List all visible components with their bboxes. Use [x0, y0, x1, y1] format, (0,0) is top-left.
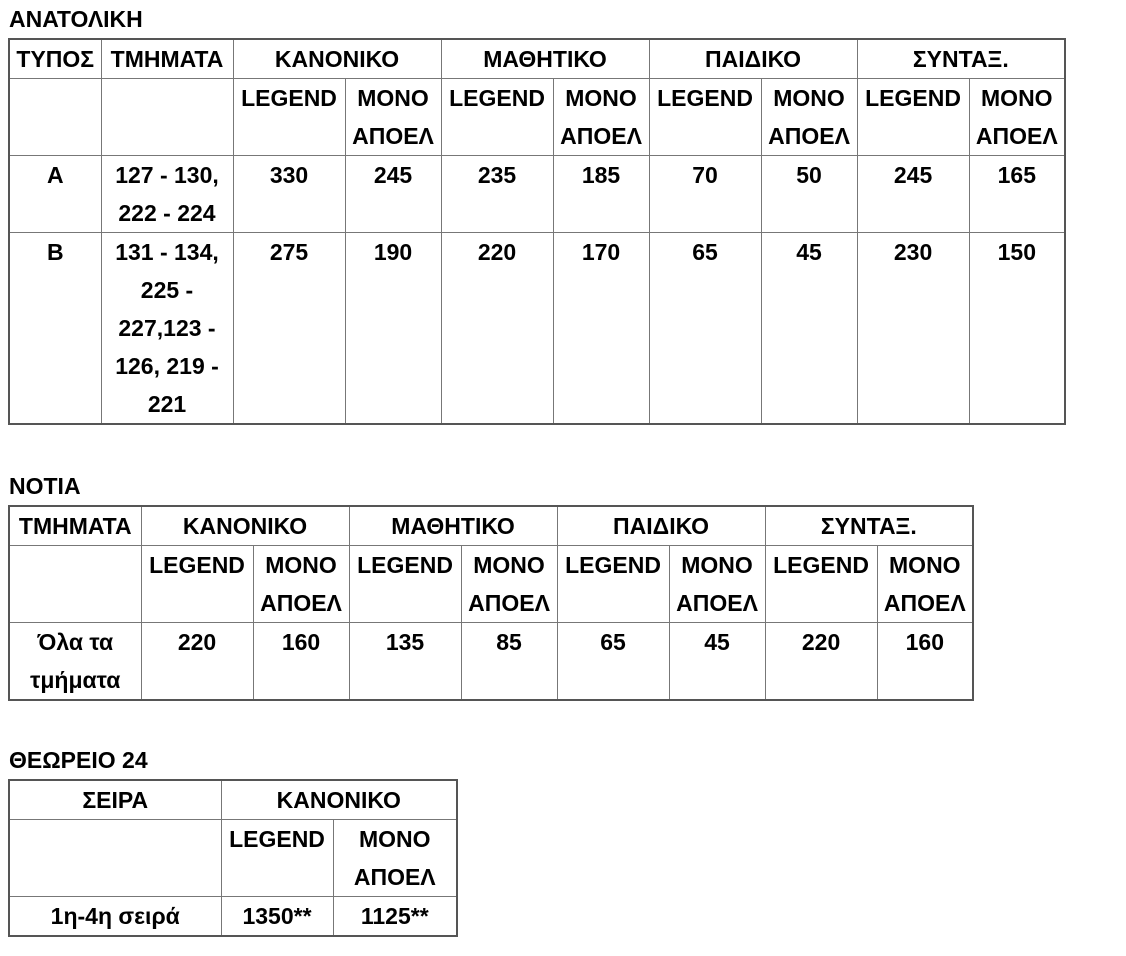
box24-group-header-row — [9, 780, 457, 820]
price-cell: 245 — [345, 156, 441, 233]
price-cell: 70 — [649, 156, 761, 233]
sub-mono-line-1: ΜΟΝΟ — [357, 85, 429, 111]
east-sub-legend: LEGEND — [649, 79, 761, 156]
price-cell: 245 — [857, 156, 969, 233]
box24-sub-legend: LEGEND — [221, 820, 333, 897]
section-line: 127 - 130, — [115, 162, 219, 188]
sub-mono-line-2: ΑΠΟΕΛ — [975, 123, 1058, 149]
price-cell: 235 — [441, 156, 553, 233]
box24-sub-mono-apoel — [333, 820, 457, 897]
south-sub-mono-apoel — [877, 546, 973, 623]
east-sub-empty-sections — [101, 79, 233, 156]
price-cell: 1125** — [333, 897, 457, 937]
price-cell: 330 — [233, 156, 345, 233]
price-cell: 220 — [441, 233, 553, 425]
price-cell: 190 — [345, 233, 441, 425]
section-line: τμήματα — [30, 667, 121, 693]
sub-mono-line-1: ΜΟΝΟ — [358, 826, 431, 852]
sub-mono-line-2: ΑΠΟΕΛ — [676, 590, 758, 616]
section-line: 131 - 134, — [115, 239, 219, 265]
south-sub-mono-apoel — [253, 546, 349, 623]
south-header-regular: ΚΑΝΟΝΙΚΟ — [141, 506, 349, 546]
east-sub-empty-type — [9, 79, 101, 156]
south-group-header-row — [9, 506, 973, 546]
east-header-child: ΠΑΙΔΙΚΟ — [649, 39, 857, 79]
price-cell: 85 — [461, 623, 557, 701]
row-type: Β — [9, 233, 101, 425]
east-title: ΑΝΑΤΟΛΙΚΗ — [9, 6, 143, 32]
price-cell: 220 — [141, 623, 253, 701]
east-sub-mono-apoel — [345, 79, 441, 156]
east-sub-mono-apoel — [969, 79, 1065, 156]
south-header-sections: ΤΜΗΜΑΤΑ — [9, 506, 141, 546]
south-header-child: ΠΑΙΔΙΚΟ — [557, 506, 765, 546]
price-cell: 50 — [761, 156, 857, 233]
table-row — [9, 156, 1065, 233]
east-header-regular: ΚΑΝΟΝΙΚΟ — [233, 39, 441, 79]
section-line: 227,123 - — [118, 315, 216, 341]
sub-mono-line-2: ΑΠΟΕΛ — [260, 590, 342, 616]
east-header-student: ΜΑΘΗΤΙΚΟ — [441, 39, 649, 79]
sub-mono-line-1: ΜΟΝΟ — [265, 552, 337, 578]
sub-mono-line-2: ΑΠΟΕΛ — [352, 123, 434, 149]
east-price-table — [8, 38, 1066, 425]
box24-price-table — [8, 779, 458, 937]
row-sections — [101, 156, 233, 233]
price-cell: 135 — [349, 623, 461, 701]
south-title: ΝΟΤΙΑ — [9, 473, 81, 499]
section-line: Όλα τα — [37, 629, 114, 655]
south-sub-mono-apoel — [669, 546, 765, 623]
east-sub-header-row — [9, 79, 1065, 156]
east-sub-legend: LEGEND — [857, 79, 969, 156]
east-header-type: ΤΥΠΟΣ — [9, 39, 101, 79]
east-sub-mono-apoel — [553, 79, 649, 156]
price-cell: 65 — [557, 623, 669, 701]
sub-mono-line-1: ΜΟΝΟ — [773, 85, 845, 111]
box24-title: ΘΕΩΡΕΙΟ 24 — [9, 747, 148, 773]
east-group-header-row — [9, 39, 1065, 79]
section-line: 225 - — [140, 277, 194, 303]
section-line: 126, 219 - — [115, 353, 219, 379]
row-type: Α — [9, 156, 101, 233]
south-header-pensioner: ΣΥΝΤΑΞ. — [765, 506, 973, 546]
section-line: 222 - 224 — [118, 200, 216, 226]
sub-mono-line-2: ΑΠΟΕΛ — [353, 864, 436, 890]
table-row — [9, 897, 457, 937]
box24-header-regular: ΚΑΝΟΝΙΚΟ — [221, 780, 457, 820]
south-sub-header-row — [9, 546, 973, 623]
south-sub-legend: LEGEND — [349, 546, 461, 623]
row-label: 1η-4η σειρά — [9, 897, 221, 937]
price-cell: 230 — [857, 233, 969, 425]
row-sections — [101, 233, 233, 425]
sub-mono-line-1: ΜΟΝΟ — [889, 552, 961, 578]
price-cell: 165 — [969, 156, 1065, 233]
east-sub-legend: LEGEND — [233, 79, 345, 156]
price-cell: 275 — [233, 233, 345, 425]
sub-mono-line-2: ΑΠΟΕΛ — [560, 123, 642, 149]
sub-mono-line-2: ΑΠΟΕΛ — [468, 590, 550, 616]
sub-mono-line-1: ΜΟΝΟ — [473, 552, 545, 578]
price-cell: 170 — [553, 233, 649, 425]
south-sub-legend: LEGEND — [141, 546, 253, 623]
south-sub-empty-sections — [9, 546, 141, 623]
east-sub-mono-apoel — [761, 79, 857, 156]
box24-sub-header-row — [9, 820, 457, 897]
east-sub-legend: LEGEND — [441, 79, 553, 156]
south-sub-legend: LEGEND — [557, 546, 669, 623]
table-row — [9, 623, 973, 701]
east-header-sections: ΤΜΗΜΑΤΑ — [101, 39, 233, 79]
south-price-table — [8, 505, 974, 701]
box24-header-row: ΣΕΙΡΑ — [9, 780, 221, 820]
east-header-pensioner: ΣΥΝΤΑΞ. — [857, 39, 1065, 79]
sub-mono-line-1: ΜΟΝΟ — [681, 552, 753, 578]
sub-mono-line-2: ΑΠΟΕΛ — [883, 590, 966, 616]
price-cell: 45 — [669, 623, 765, 701]
sub-mono-line-1: ΜΟΝΟ — [981, 85, 1053, 111]
price-cell: 160 — [877, 623, 973, 701]
section-line: 221 — [147, 391, 187, 417]
sub-mono-line-1: ΜΟΝΟ — [565, 85, 637, 111]
row-sections — [9, 623, 141, 701]
box24-sub-empty — [9, 820, 221, 897]
south-header-student: ΜΑΘΗΤΙΚΟ — [349, 506, 557, 546]
price-cell: 185 — [553, 156, 649, 233]
price-cell: 160 — [253, 623, 349, 701]
south-sub-legend: LEGEND — [765, 546, 877, 623]
price-cell: 65 — [649, 233, 761, 425]
south-sub-mono-apoel — [461, 546, 557, 623]
price-cell: 220 — [765, 623, 877, 701]
price-cell: 1350** — [221, 897, 333, 937]
table-row — [9, 233, 1065, 425]
price-cell: 150 — [969, 233, 1065, 425]
price-cell: 45 — [761, 233, 857, 425]
sub-mono-line-2: ΑΠΟΕΛ — [768, 123, 850, 149]
